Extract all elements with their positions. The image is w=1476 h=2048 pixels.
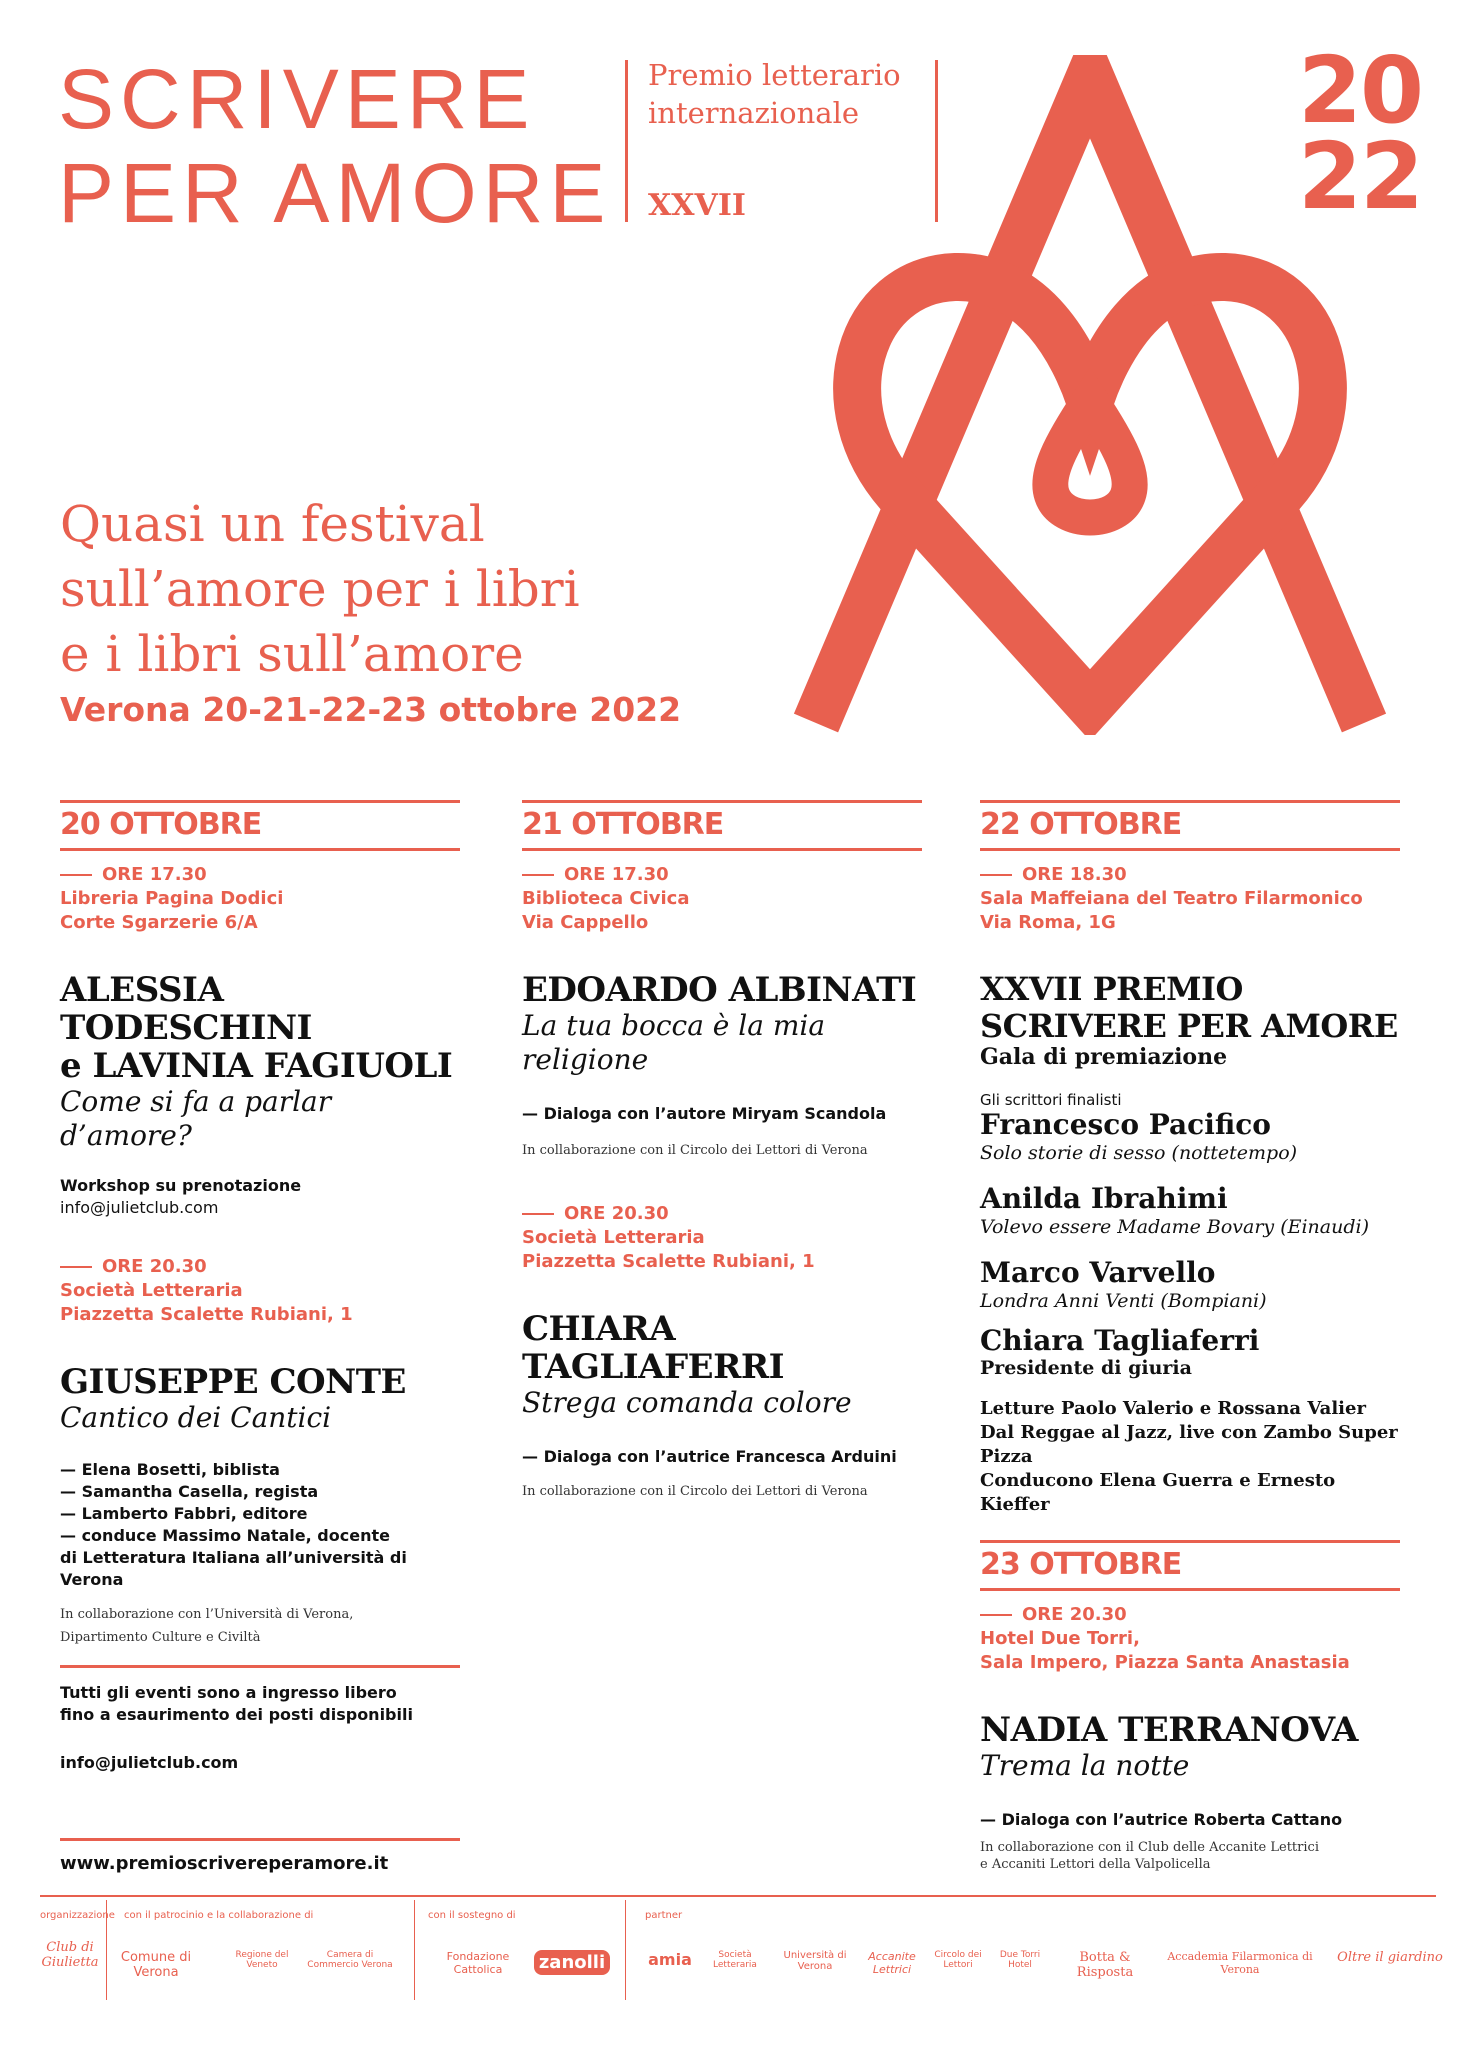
extra-info: Conducono Elena Guerra e Ernesto Kieffer bbox=[980, 1470, 1336, 1515]
year: 20 22 bbox=[1298, 37, 1423, 230]
logo-societa-letteraria: Società Letteraria bbox=[713, 1950, 757, 1970]
logo-regione-veneto: Regione del Veneto bbox=[235, 1950, 289, 1970]
guest: di Letteratura Italiana all’università di Verona bbox=[60, 1548, 407, 1589]
address: Via Roma, 1G bbox=[980, 912, 1116, 933]
info-box bbox=[60, 1665, 460, 1774]
logo-comune-verona: Comune di Verona bbox=[120, 1950, 192, 1980]
logo-botta-risposta: Botta & Risposta bbox=[1076, 1950, 1134, 1980]
guest: — Lamberto Fabbri, editore bbox=[60, 1504, 308, 1523]
venue: Società Letteraria bbox=[522, 1227, 705, 1248]
event-place-dates: Verona 20-21-22-23 ottobre 2022 bbox=[60, 690, 682, 729]
dialog: — Dialoga con l’autore Miryam Scandola bbox=[522, 1104, 887, 1123]
book-title: La tua bocca è la mia religione bbox=[522, 1009, 826, 1076]
speaker: GIUSEPPE CONTE bbox=[60, 1362, 406, 1402]
column-23-ottobre bbox=[980, 1540, 1400, 1873]
book-title: Cantico dei Cantici bbox=[60, 1401, 332, 1434]
event-time: ORE 17.30 bbox=[522, 863, 922, 887]
logo-circolo-lettori: Circolo dei Lettori bbox=[934, 1950, 982, 1970]
finalist-name: Anilda Ibrahimi bbox=[980, 1182, 1228, 1215]
logo-oltre-il-giardino: Oltre il giardino bbox=[1337, 1950, 1443, 1965]
address: Piazzetta Scalette Rubiani, 1 bbox=[522, 1251, 815, 1272]
footer-label: con il patrocinio e la collaborazione di bbox=[124, 1910, 314, 1921]
note: Dipartimento Culture e Civiltà bbox=[60, 1630, 261, 1645]
footer-label: con il sostegno di bbox=[428, 1910, 516, 1921]
email-link[interactable]: info@julietclub.com bbox=[60, 1753, 239, 1772]
finalist-book: Solo storie di sesso (nottetempo) bbox=[980, 1142, 1298, 1164]
note: e Accaniti Lettori della Valpolicella bbox=[980, 1857, 1211, 1872]
note: In collaborazione con il Circolo dei Lettori di Verona bbox=[522, 1143, 868, 1158]
address: Piazzetta Scalette Rubiani, 1 bbox=[60, 1304, 353, 1325]
note: In collaborazione con il Club delle Accanite Lettrici bbox=[980, 1840, 1319, 1855]
column-21-ottobre bbox=[522, 800, 922, 1503]
finalist-book: Volevo essere Madame Bovary (Einaudi) bbox=[980, 1216, 1370, 1238]
logo-accanite-lettrici: Accanite Lettrici bbox=[868, 1950, 916, 1976]
logo-club-giulietta: Club di Giulietta bbox=[41, 1940, 99, 1970]
brand-logo-text: SCRIVERE PER AMORE bbox=[58, 52, 612, 240]
finalist-name: Marco Varvello bbox=[980, 1256, 1216, 1289]
guest: — conduce Massimo Natale, docente bbox=[60, 1526, 390, 1545]
venue: Hotel Due Torri, bbox=[980, 1628, 1140, 1649]
address: Corte Sgarzerie 6/A bbox=[60, 912, 258, 933]
website-box bbox=[60, 1838, 460, 1875]
tagline: Quasi un festival sull’amore per i libri e i libri sull’amore bbox=[60, 495, 580, 683]
info-text: fino a esaurimento dei posti disponibili bbox=[60, 1705, 413, 1724]
venue: Biblioteca Civica bbox=[522, 888, 690, 909]
event-time: ORE 20.30 bbox=[522, 1202, 922, 1226]
note: In collaborazione con l’Università di Verona, bbox=[60, 1607, 354, 1622]
speaker: EDOARDO ALBINATI bbox=[522, 970, 917, 1010]
logo-universita-verona: Università di Verona bbox=[783, 1950, 847, 1972]
email-link[interactable]: info@julietclub.com bbox=[60, 1198, 219, 1217]
finalists-label: Gli scrittori finalisti bbox=[980, 1091, 1122, 1109]
footer-label: organizzazione bbox=[40, 1910, 115, 1921]
finalist-book: Londra Anni Venti (Bompiani) bbox=[980, 1290, 1267, 1312]
logo-due-torri: Due Torri Hotel bbox=[999, 1950, 1041, 1970]
divider bbox=[625, 60, 628, 222]
footer-divider bbox=[40, 1895, 1436, 1897]
date-header: 21 OTTOBRE bbox=[522, 800, 922, 851]
heart-a-logo-icon bbox=[790, 55, 1390, 735]
date-header: 22 OTTOBRE bbox=[980, 800, 1400, 851]
event-time: ORE 20.30 bbox=[980, 1603, 1400, 1627]
speaker: NADIA TERRANOVA bbox=[980, 1710, 1358, 1750]
event-time: ORE 17.30 bbox=[60, 863, 460, 887]
note: In collaborazione con il Circolo dei Lettori di Verona bbox=[522, 1484, 868, 1499]
venue: Libreria Pagina Dodici bbox=[60, 888, 284, 909]
footer-label: partner bbox=[645, 1910, 683, 1921]
date-header: 23 OTTOBRE bbox=[980, 1540, 1400, 1591]
logo-camera-commercio: Camera di Commercio Verona bbox=[307, 1950, 393, 1970]
logo-zanolli: zanolli bbox=[534, 1950, 610, 1975]
event-time: ORE 20.30 bbox=[60, 1255, 460, 1279]
venue: Società Letteraria bbox=[60, 1280, 243, 1301]
event-time: ORE 18.30 bbox=[980, 863, 1400, 887]
dialog: — Dialoga con l’autrice Roberta Cattano bbox=[980, 1810, 1343, 1829]
website-link[interactable]: www.premioscrivereperamore.it bbox=[60, 1853, 389, 1874]
book-title: Strega comanda colore bbox=[522, 1386, 852, 1419]
subtitle: Premio letterario internazionale bbox=[648, 58, 901, 130]
extra-info: Letture Paolo Valerio e Rossana Valier bbox=[980, 1398, 1366, 1419]
president-role: Presidente di giuria bbox=[980, 1357, 1192, 1379]
guest: — Samantha Casella, regista bbox=[60, 1482, 319, 1501]
logo-fondazione: Fondazione Cattolica bbox=[446, 1950, 510, 1976]
column-20-ottobre bbox=[60, 800, 460, 1649]
address: Via Cappello bbox=[522, 912, 649, 933]
guest: — Elena Bosetti, biblista bbox=[60, 1460, 280, 1479]
speaker: ALESSIA TODESCHINI e LAVINIA FAGIUOLI bbox=[60, 970, 453, 1086]
info-text: Tutti gli eventi sono a ingresso libero bbox=[60, 1683, 397, 1702]
column-22-ottobre bbox=[980, 800, 1400, 1517]
address: Sala Impero, Piazza Santa Anastasia bbox=[980, 1652, 1350, 1673]
event-title: XXVII PREMIO SCRIVERE PER AMORE bbox=[980, 970, 1398, 1045]
divider bbox=[414, 1900, 415, 2000]
dialog: — Dialoga con l’autrice Francesca Arduini bbox=[522, 1447, 897, 1466]
logo-accademia-filarmonica: Accademia Filarmonica di Verona bbox=[1167, 1950, 1313, 1976]
finalist-name: Francesco Pacifico bbox=[980, 1108, 1271, 1141]
event-subtitle: Gala di premiazione bbox=[980, 1044, 1228, 1070]
date-header: 20 OTTOBRE bbox=[60, 800, 460, 851]
info: Workshop su prenotazione bbox=[60, 1176, 302, 1195]
edition: XXVII bbox=[648, 188, 746, 223]
speaker: CHIARA TAGLIAFERRI bbox=[522, 1309, 785, 1387]
book-title: Trema la notte bbox=[980, 1749, 1190, 1782]
president-name: Chiara Tagliaferri bbox=[980, 1324, 1260, 1357]
extra-info: Dal Reggae al Jazz, live con Zambo Super Pizza bbox=[980, 1422, 1398, 1467]
logo-amia: amia bbox=[648, 1950, 692, 1969]
venue: Sala Maffeiana del Teatro Filarmonico bbox=[980, 888, 1363, 909]
divider bbox=[625, 1900, 626, 2000]
book-title: Come si fa a parlar d’amore? bbox=[60, 1085, 332, 1152]
